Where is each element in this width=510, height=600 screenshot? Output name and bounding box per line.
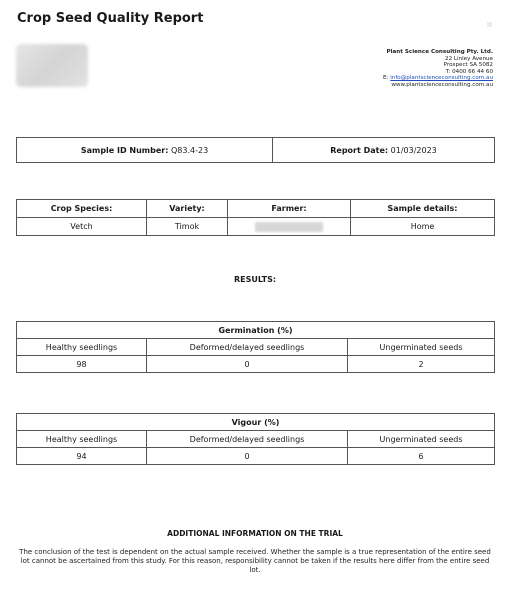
variety-value: Timok [147, 218, 228, 236]
germination-ungerminated-value: 2 [348, 356, 495, 373]
email-link[interactable]: info@plantscienceconsulting.com.au [390, 75, 493, 82]
report-title: Crop Seed Quality Report [17, 11, 204, 26]
sample-details-value: Home [351, 218, 495, 236]
report-date-cell [273, 138, 495, 163]
germination-deformed-value: 0 [147, 356, 348, 373]
sample-id-cell [17, 138, 273, 163]
variety-header: Variety: [147, 200, 228, 218]
germination-title: Germination (%) [17, 322, 495, 339]
email-prefix: E: [383, 75, 389, 82]
report-date-label: Report Date: [330, 145, 389, 155]
company-email-line [383, 75, 493, 82]
company-contact-block [383, 49, 493, 89]
table-row [17, 218, 495, 236]
crop-species-header: Crop Species: [17, 200, 147, 218]
company-phone: T: 0400 66 44 60 [445, 68, 493, 75]
farmer-header: Farmer: [228, 200, 351, 218]
farmer-value [228, 218, 351, 236]
company-website: www.plantscienceconsulting.com.au [391, 81, 493, 88]
table-row [17, 339, 495, 356]
sample-id-value: Q83.4-23 [170, 145, 209, 155]
results-heading: RESULTS: [233, 275, 277, 284]
germination-healthy-value: 98 [17, 356, 147, 373]
sample-details-header: Sample details: [351, 200, 495, 218]
additional-info-heading: ADDITIONAL INFORMATION ON THE TRIAL [167, 529, 343, 538]
table-row [17, 200, 495, 218]
germination-col-ungerminated: Ungerminated seeds [348, 339, 495, 356]
report-date-value: 01/03/2023 [390, 145, 437, 155]
vigour-deformed-value: 0 [147, 448, 348, 465]
germination-table [16, 321, 495, 373]
vigour-ungerminated-value: 6 [348, 448, 495, 465]
vigour-col-healthy: Healthy seedlings [17, 431, 147, 448]
table-row [17, 448, 495, 465]
corner-mark [487, 22, 492, 27]
vigour-title: Vigour (%) [17, 414, 495, 431]
crop-details-table [16, 199, 495, 236]
table-row [17, 322, 495, 339]
vigour-table [16, 413, 495, 465]
table-row [17, 356, 495, 373]
additional-info-text: The conclusion of the test is dependent on the actual sample received. Whether the sample is a true representation of the entire seed lot cannot be ascertained from this study. For this reason, responsibility cannot be taken if the results here differ from the entire seed lot. [19, 548, 491, 574]
vigour-healthy-value: 94 [17, 448, 147, 465]
vigour-col-deformed: Deformed/delayed seedlings [147, 431, 348, 448]
company-address-line2: Prospect SA 5082 [443, 62, 493, 69]
sample-id-label: Sample ID Number: [80, 145, 169, 155]
crop-species-value: Vetch [17, 218, 147, 236]
company-name: Plant Science Consulting Pty. Ltd. [386, 49, 493, 55]
company-address-line1: 22 Linley Avenue [445, 55, 493, 62]
germination-col-deformed: Deformed/delayed seedlings [147, 339, 348, 356]
table-row [17, 414, 495, 431]
germination-col-healthy: Healthy seedlings [17, 339, 147, 356]
vigour-col-ungerminated: Ungerminated seeds [348, 431, 495, 448]
farmer-redacted [255, 222, 323, 232]
sample-info-table [16, 137, 495, 163]
table-row [17, 431, 495, 448]
company-logo [16, 44, 88, 87]
